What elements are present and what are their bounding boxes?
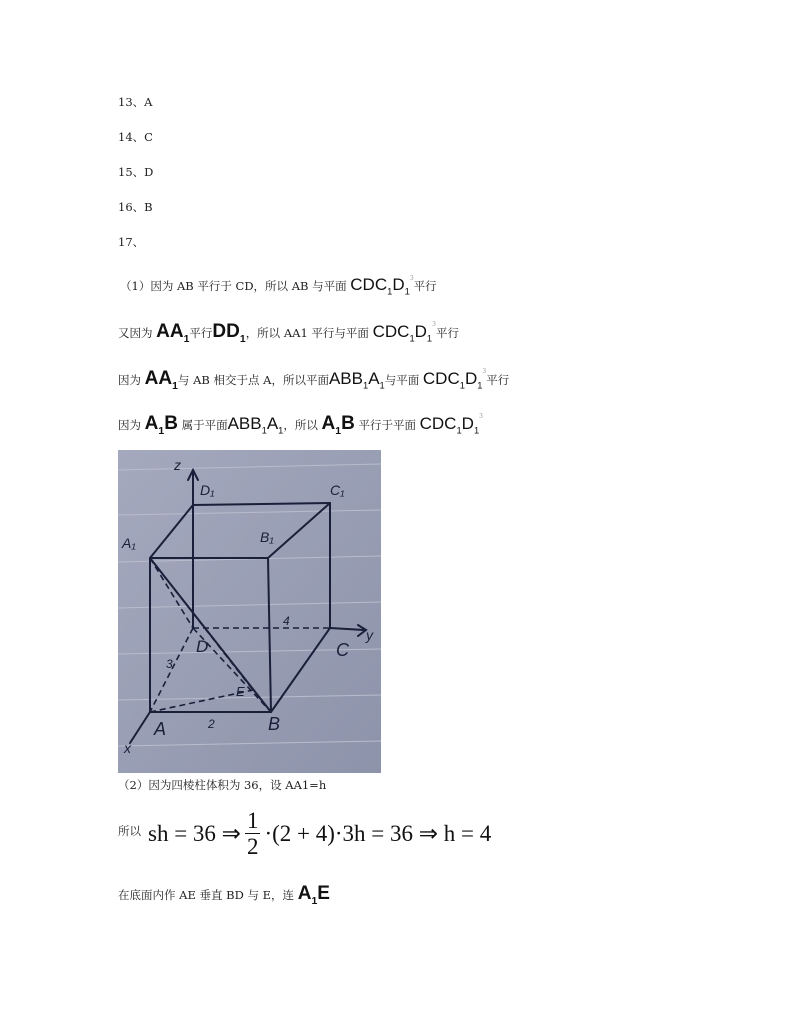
proof-text: 与 AB 相交于点 A，所以平面	[177, 373, 329, 387]
subscript: 1	[183, 333, 190, 345]
footnote-mark: 3	[432, 321, 436, 328]
plane-label: A	[266, 414, 279, 433]
segment-a1e	[297, 883, 330, 907]
prism-figure-photo	[118, 450, 381, 773]
plane-cdc1d1	[350, 275, 410, 297]
subscript: 1	[409, 333, 415, 344]
label-length-2: 2	[208, 717, 215, 731]
proof-text: 平行	[413, 279, 437, 293]
label-c: C	[336, 640, 349, 660]
segment-aa1	[156, 321, 190, 345]
answer-number: 16、	[118, 200, 145, 214]
answer-number: 15、	[118, 165, 145, 179]
label-b: B	[268, 714, 281, 734]
fraction-denominator: 2	[246, 834, 259, 860]
answer-value: D	[144, 165, 154, 179]
segment-label: AA	[144, 368, 173, 389]
subscript: 1	[426, 333, 433, 344]
formula-part: sh = 36 ⇒	[148, 820, 241, 846]
label-d1: D₁	[200, 482, 215, 498]
proof-line-4	[118, 414, 483, 437]
subscript: 1	[477, 380, 483, 391]
proof-line-3	[118, 369, 509, 392]
proof-text: 平行	[486, 373, 510, 387]
label-e: E	[236, 684, 245, 699]
footnote-mark: 3	[479, 413, 483, 420]
answer-number: 14、	[118, 130, 145, 144]
footnote-mark: 3	[409, 275, 414, 282]
proof-text: 因为	[118, 418, 141, 432]
plane-cdc1d1	[422, 369, 483, 391]
subscript: 1	[387, 286, 393, 297]
plane-label: CDC	[350, 275, 388, 294]
subscript: 1	[239, 333, 246, 345]
plane-label: D	[414, 322, 427, 341]
subscript: 1	[473, 425, 480, 436]
label-d: D	[196, 637, 209, 656]
answer-value: A	[144, 95, 153, 109]
subscript: 1	[459, 380, 465, 391]
subscript: 1	[311, 895, 318, 907]
answer-number: 13、	[118, 95, 145, 109]
label-x: x	[124, 740, 131, 756]
proof-text: 在底面内作 AE 垂直 BD 与 E，连	[118, 888, 295, 902]
label-c1: C₁	[330, 482, 345, 498]
plane-cdc1d1	[419, 414, 480, 436]
subscript: 1	[379, 380, 385, 391]
proof-text: 因为	[118, 373, 141, 387]
subscript: 1	[335, 425, 342, 437]
label-length-4: 4	[283, 614, 290, 628]
last-line	[118, 884, 330, 907]
plane-label: CDC	[422, 369, 460, 388]
proof-text: 平行	[189, 326, 213, 340]
plane-label: ABB	[227, 414, 262, 433]
subscript: 1	[158, 425, 165, 437]
answer-15	[118, 167, 153, 179]
segment-label: A	[144, 413, 159, 434]
label-b1: B₁	[260, 529, 274, 545]
answer-value: C	[144, 130, 153, 144]
volume-formula	[148, 808, 491, 860]
proof-text: 平行	[435, 326, 459, 340]
fraction-numerator: 1	[246, 808, 259, 833]
proof-text: 属于平面	[181, 418, 228, 432]
answer-value: B	[144, 200, 153, 214]
proof-text: 平行于平面	[358, 418, 416, 432]
subscript: 1	[278, 425, 284, 436]
subscript: 1	[172, 380, 178, 392]
segment-label: DD	[212, 321, 240, 342]
segment-label: B	[341, 413, 355, 434]
plane-label: ABB	[328, 369, 363, 388]
proof-text: （1）因为 AB 平行于 CD，所以 AB 与平面	[120, 279, 347, 293]
answer-number: 17、	[118, 235, 145, 249]
proof-line-1	[120, 276, 437, 297]
plane-cdc1d1	[372, 322, 433, 344]
segment-label: A	[321, 413, 336, 434]
plane-label: D	[464, 369, 478, 388]
segment-dd1	[212, 321, 246, 345]
proof-text: 与平面	[384, 373, 420, 387]
label-a1: A₁	[122, 535, 136, 551]
segment-label: AA	[156, 321, 184, 342]
subscript: 1	[362, 380, 369, 391]
label-a: A	[154, 719, 167, 739]
plane-label: D	[392, 275, 405, 294]
formula-part: ·(2 + 4)·3h = 36 ⇒ h = 4	[264, 820, 492, 846]
proof-line-2	[118, 322, 459, 345]
plane-label: CDC	[419, 414, 457, 433]
segment-label: B	[164, 413, 178, 434]
segment-a1b	[144, 413, 178, 437]
segment-aa1	[144, 368, 178, 392]
subscript: 1	[456, 425, 462, 436]
plane-label: CDC	[372, 322, 410, 341]
answer-16	[118, 202, 153, 214]
proof-text: 又因为	[118, 326, 153, 340]
formula-lead: 所以	[118, 824, 141, 838]
plane-label: A	[368, 369, 380, 388]
plane-label: D	[461, 414, 474, 433]
subscript: 1	[261, 425, 267, 436]
segment-a1b	[321, 413, 355, 437]
answer-13	[118, 97, 152, 109]
plane-abb1a1	[227, 414, 284, 436]
label-length-3: 3	[166, 657, 173, 671]
answer-17	[118, 237, 144, 249]
part2-intro: （2）因为四棱柱体积为 36，设 AA1=h	[118, 778, 327, 792]
footnote-mark: 3	[482, 368, 487, 375]
fraction-one-half	[245, 808, 261, 860]
answer-14	[118, 132, 153, 144]
segment-label: E	[317, 883, 330, 904]
proof-text: ，所以 AA1 平行与平面	[245, 326, 369, 340]
proof-text: ，所以	[283, 418, 318, 432]
label-y: y	[366, 627, 373, 643]
plane-abb1a1	[328, 369, 385, 391]
prism-diagram	[118, 450, 381, 773]
subscript: 1	[404, 286, 410, 297]
segment-label: A	[297, 883, 312, 904]
label-z: z	[174, 457, 181, 473]
